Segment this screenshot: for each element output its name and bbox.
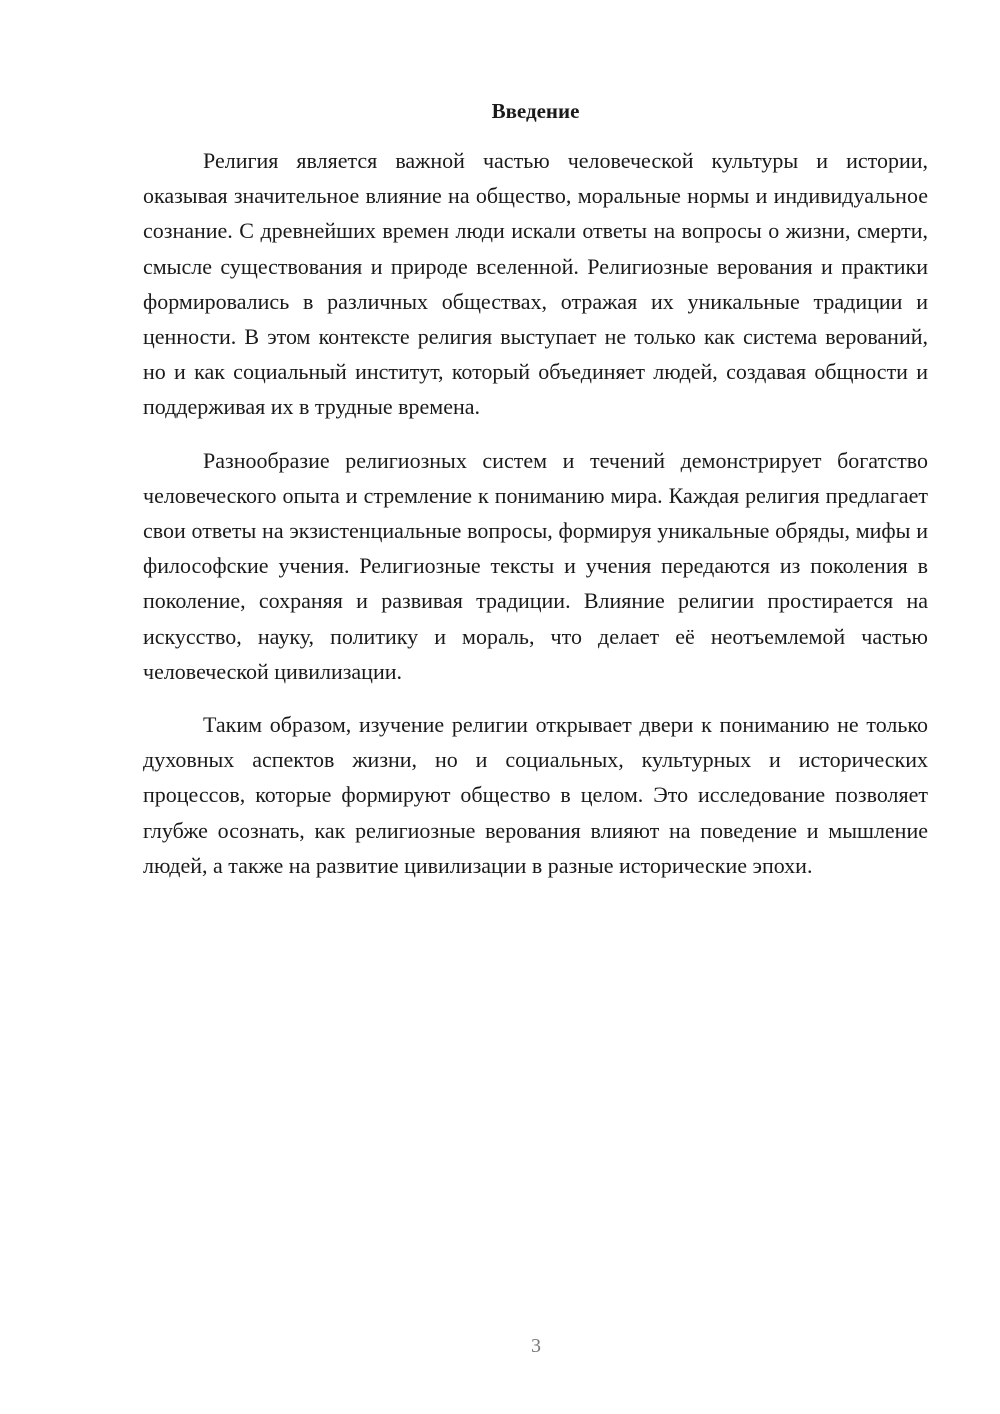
page-title: Введение xyxy=(491,99,580,123)
paragraph-2: Разнообразие религиозных систем и течений демонстрирует богатство человеческого опыта и стремление к пониманию мира. Каждая религия предлагает свои ответы на экзистенциальные вопросы, формируя уникальные обряды, мифы и философские учения. Религиозные тексты и учения передаются из поколения в поколение, сохраняя и развивая традиции. Влияние религии простирается на искусство, науку, политику и мораль, что делает её неотъемлемой частью человеческой цивилизации. xyxy=(143,447,928,684)
paragraph-3: Таким образом, изучение религии открывает двери к пониманию не только духовных аспектов жизни, но и социальных, культурных и исторических процессов, которые формируют общество в целом. Это исследование позволяет глубже осознать, как религиозные верования влияют на поведение и мышление людей, а также на развитие цивилизации в разные исторические эпохи. xyxy=(143,712,928,878)
page-number: 3 xyxy=(531,1335,541,1357)
document-body xyxy=(143,143,928,901)
paragraph-1: Религия является важной частью человеческой культуры и истории, оказывая значительное влияние на общество, моральные нормы и индивидуальное сознание. С древнейших времен люди искали ответы на вопросы о жизни, смерти, смысле существования и природе вселенной. Религиозные верования и практики формировались в различных обществах, отражая их уникальные традиции и ценности. В этом контексте религия выступает не только как система верований, но и как социальный институт, который объединяет людей, создавая общности и поддерживая их в трудные времена. xyxy=(143,148,928,420)
